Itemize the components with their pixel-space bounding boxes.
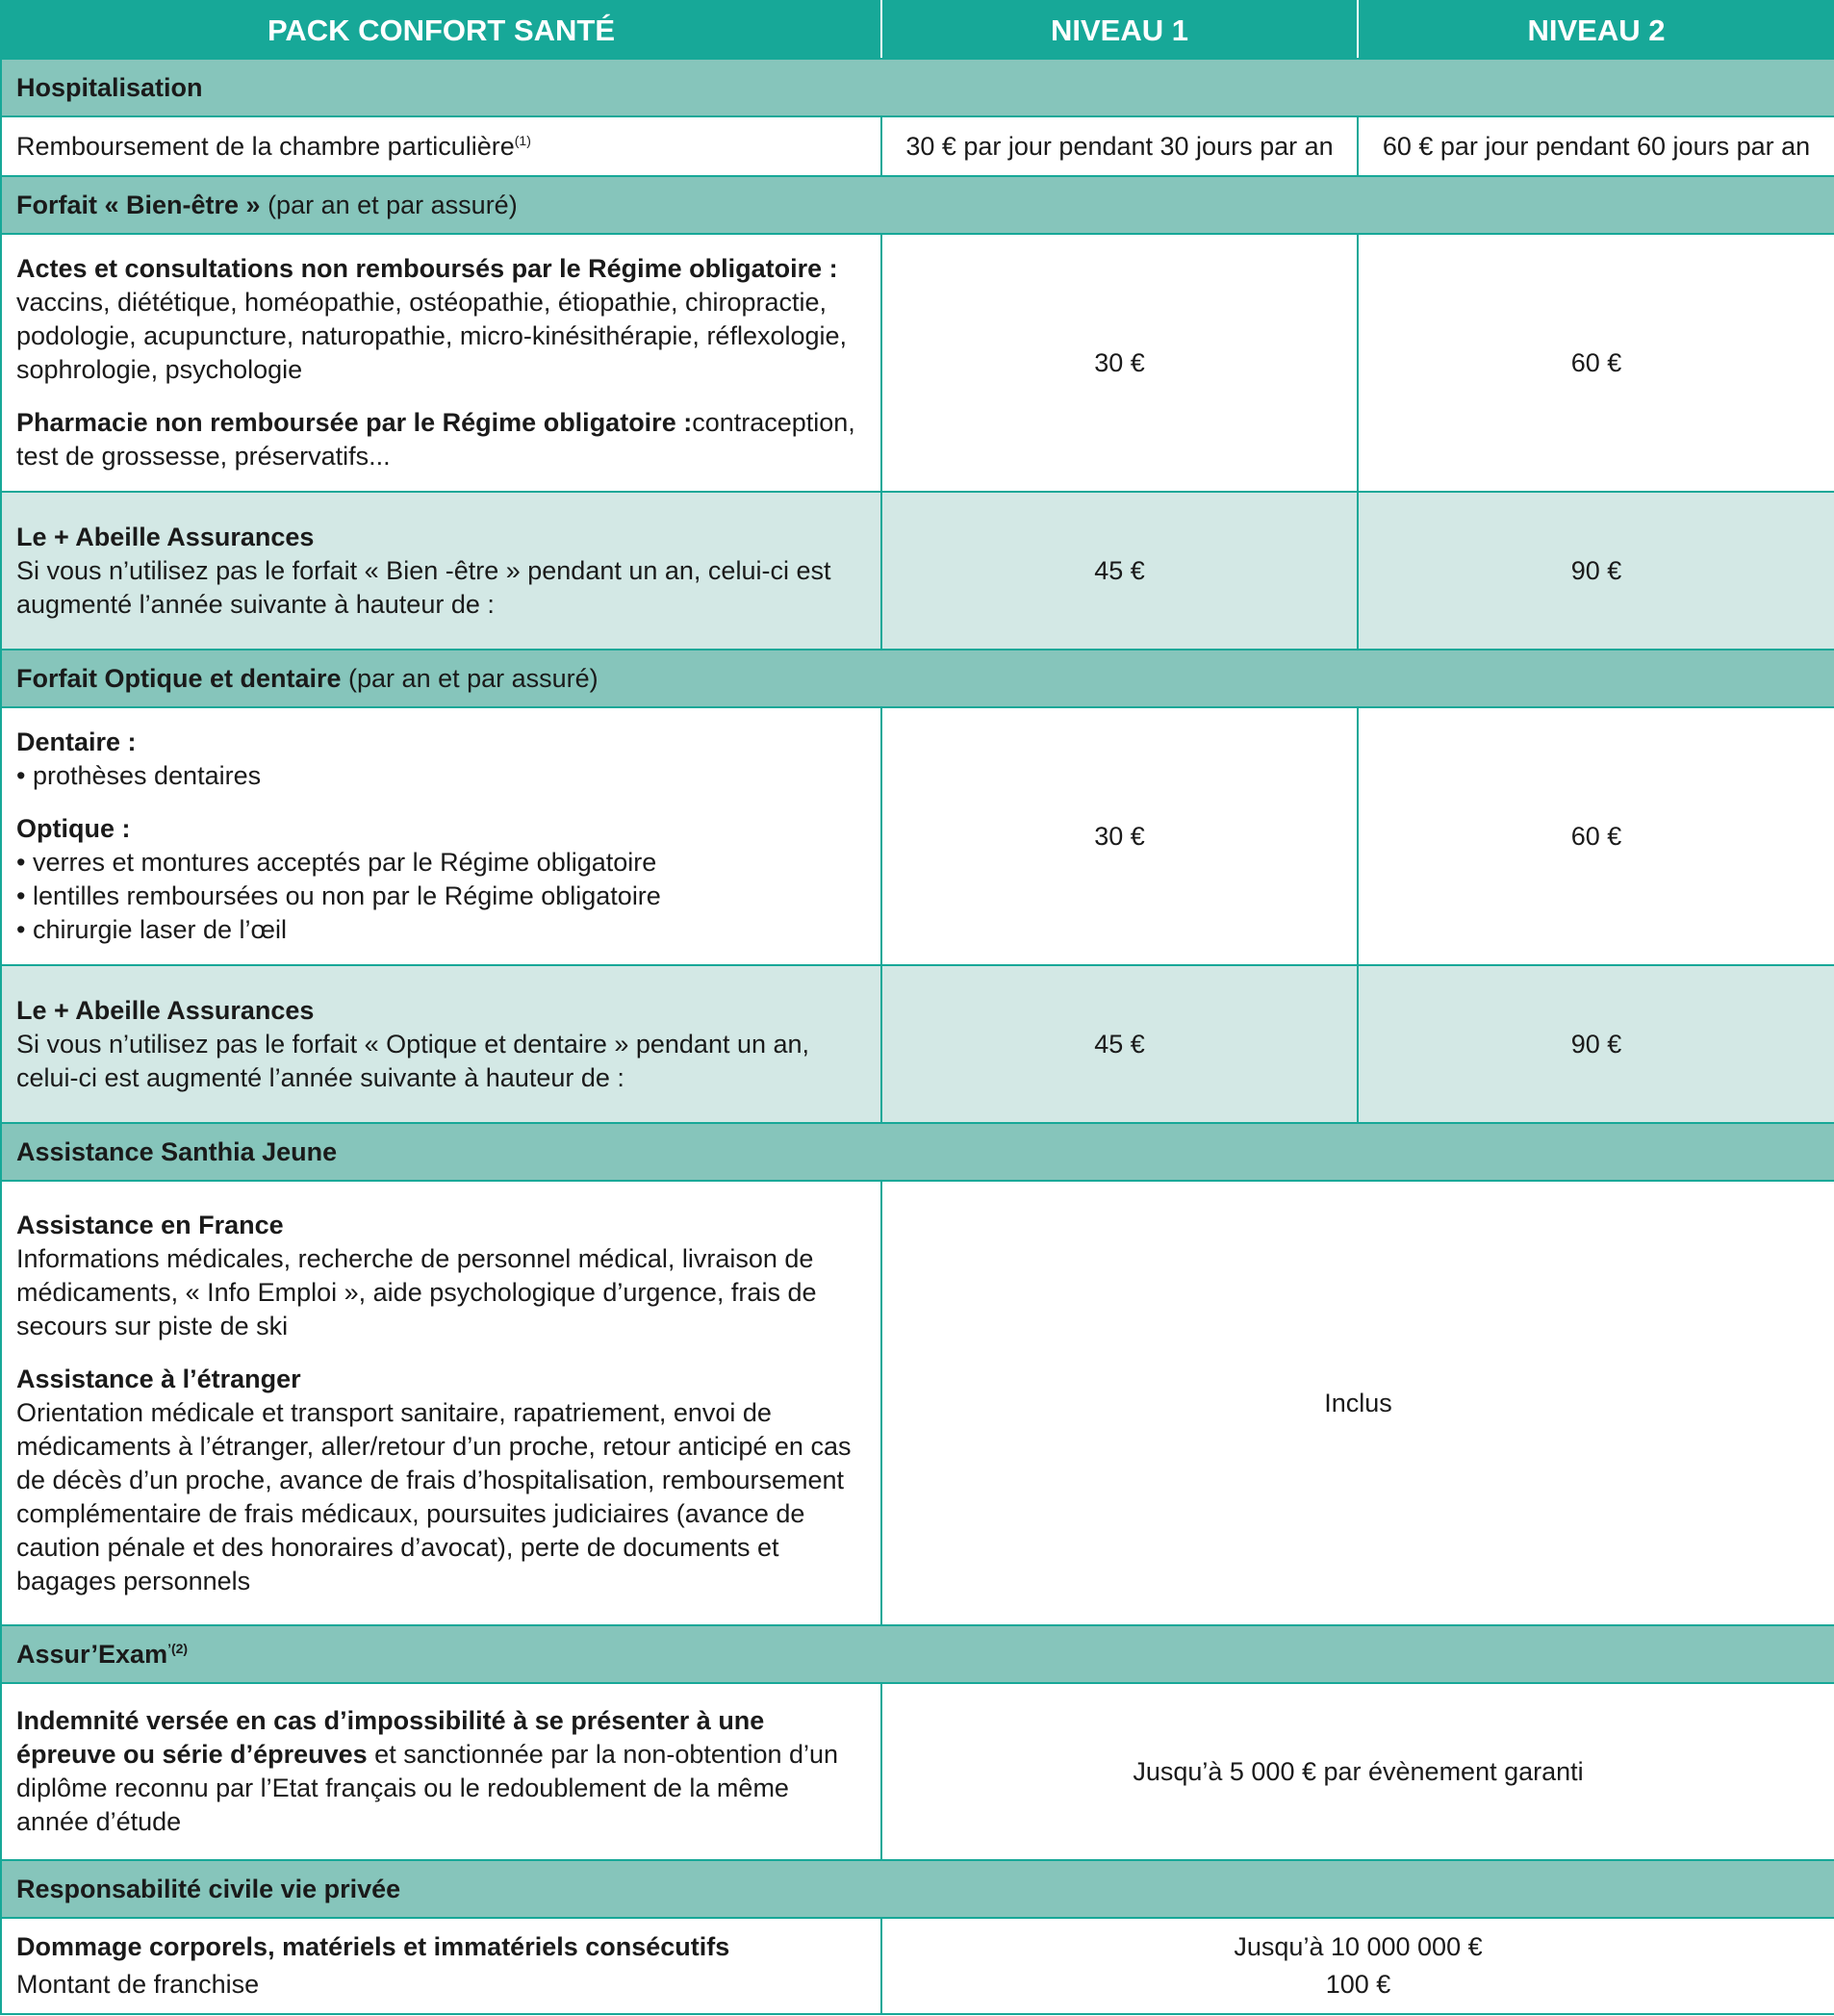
- row-label: [1, 234, 881, 492]
- dentaire-title: Dentaire :: [16, 727, 137, 756]
- franchise-label: Montant de franchise: [16, 1970, 260, 1999]
- header-pack: PACK CONFORT SANTÉ: [1, 1, 881, 59]
- list-item: • chirurgie laser de l’œil: [16, 915, 288, 944]
- optique-title: Optique :: [16, 814, 131, 843]
- footnote-ref: ’(2): [167, 1640, 189, 1656]
- section-title-assistance: Assistance Santhia Jeune: [1, 1123, 1834, 1181]
- section-row: [1, 59, 1834, 116]
- value-assurexam: Jusqu’à 5 000 € par évènement garanti: [881, 1683, 1834, 1860]
- row-label: [1, 965, 881, 1123]
- header-niveau-2: NIVEAU 2: [1358, 1, 1834, 59]
- pharma-title: Pharmacie non remboursée par le Régime obligatoire :: [16, 408, 693, 437]
- section-title-rc: Responsabilité civile vie privée: [1, 1860, 1834, 1918]
- table-row: [1, 1918, 1834, 2014]
- value-niveau-2: 60 € par jour pendant 60 jours par an: [1358, 116, 1834, 176]
- table-row: [1, 492, 1834, 650]
- list-item: • lentilles remboursées ou non par le Régime obligatoire: [16, 881, 661, 910]
- plus-title: Le + Abeille Assurances: [16, 522, 315, 551]
- table-row: [1, 1683, 1834, 1860]
- value-niveau-1: 45 €: [881, 492, 1358, 650]
- value-niveau-1: 30 €: [881, 234, 1358, 492]
- section-row: [1, 1625, 1834, 1683]
- france-title: Assistance en France: [16, 1210, 284, 1239]
- row-label: [1, 1181, 881, 1625]
- plus-title: Le + Abeille Assurances: [16, 995, 315, 1025]
- row-label: [1, 492, 881, 650]
- etranger-title: Assistance à l’étranger: [16, 1364, 301, 1393]
- value-niveau-1: 45 €: [881, 965, 1358, 1123]
- section-title-hospitalisation: Hospitalisation: [1, 59, 1834, 116]
- section-row: [1, 1123, 1834, 1181]
- table-row: [1, 1181, 1834, 1625]
- section-row: [1, 1860, 1834, 1918]
- section-title-bien-etre: Forfait « Bien-être » (par an et par assuré): [1, 176, 1834, 234]
- row-label: [1, 1683, 881, 1860]
- table-row: [1, 116, 1834, 176]
- section-row: [1, 650, 1834, 707]
- value-niveau-2: 60 €: [1358, 707, 1834, 965]
- actes-text: vaccins, diététique, homéopathie, ostéopathie, étiopathie, chiropractie, podologie, acupuncture, naturopathie, micro-kinésithérapie, réflexologie, sophrologie, psychologie: [16, 288, 848, 384]
- france-text: Informations médicales, recherche de personnel médical, livraison de médicaments, « Info Emploi », aide psychologique d’urgence, frais de secours sur piste de ski: [16, 1243, 817, 1340]
- table-row: [1, 707, 1834, 965]
- value-inclus: Inclus: [881, 1181, 1834, 1625]
- section-row: [1, 176, 1834, 234]
- section-title-optique: Forfait Optique et dentaire (par an et par assuré): [1, 650, 1834, 707]
- value-plafond: Jusqu’à 10 000 000 €: [1234, 1932, 1483, 1961]
- header-row: [1, 1, 1834, 59]
- value-niveau-2: 90 €: [1358, 965, 1834, 1123]
- table-row: [1, 965, 1834, 1123]
- etranger-text: Orientation médicale et transport sanitaire, rapatriement, envoi de médicaments à l’étranger, aller/retour d’un proche, retour anticipé en cas de décès d’un proche, avance de frais d’hospitalisation, remboursement complémentaire de frais médicaux, poursuites judiciaires (avance de caution pénale et des honoraires d’avocat), perte de documents et bagages personnels: [16, 1397, 852, 1595]
- row-label: [1, 1918, 881, 2014]
- value-niveau-2: 90 €: [1358, 492, 1834, 650]
- value-franchise: 100 €: [1325, 1970, 1391, 1999]
- dommage-title: Dommage corporels, matériels et immatériels consécutifs: [16, 1932, 730, 1961]
- plus-text: Si vous n’utilisez pas le forfait « Optique et dentaire » pendant un an, celui-ci est augmenté l’année suivante à hauteur de :: [16, 1029, 810, 1092]
- section-title-assurexam: Assur’Exam$^{’(2)}$: [1, 1625, 1834, 1683]
- footnote-ref: (1): [514, 132, 531, 148]
- list-item: • prothèses dentaires: [16, 761, 262, 790]
- indemnite-text: et sanctionnée par la non-obtention d’un diplôme reconnu par l’Etat français ou le redoublement de la même année d’étude: [16, 1740, 839, 1836]
- actes-title: Actes et consultations non remboursés par le Régime obligatoire :: [16, 254, 838, 283]
- indemnite-title: Indemnité versée en cas d’impossibilité à se présenter à une épreuve ou série d’épreuves: [16, 1706, 765, 1769]
- row-label: [1, 707, 881, 965]
- value-rc: [881, 1918, 1834, 2014]
- plus-text: Si vous n’utilisez pas le forfait « Bien -être » pendant un an, celui-ci est augmenté l’année suivante à hauteur de :: [16, 555, 831, 619]
- row-label: Remboursement de la chambre particulière$^{(1)}$: [1, 116, 881, 176]
- pharma-text: contraception, test de grossesse, préservatifs...: [16, 408, 855, 471]
- value-niveau-2: 60 €: [1358, 234, 1834, 492]
- table-row: [1, 234, 1834, 492]
- list-item: • verres et montures acceptés par le Régime obligatoire: [16, 848, 657, 877]
- value-niveau-1: 30 € par jour pendant 30 jours par an: [881, 116, 1358, 176]
- header-niveau-1: NIVEAU 1: [881, 1, 1358, 59]
- value-niveau-1: 30 €: [881, 707, 1358, 965]
